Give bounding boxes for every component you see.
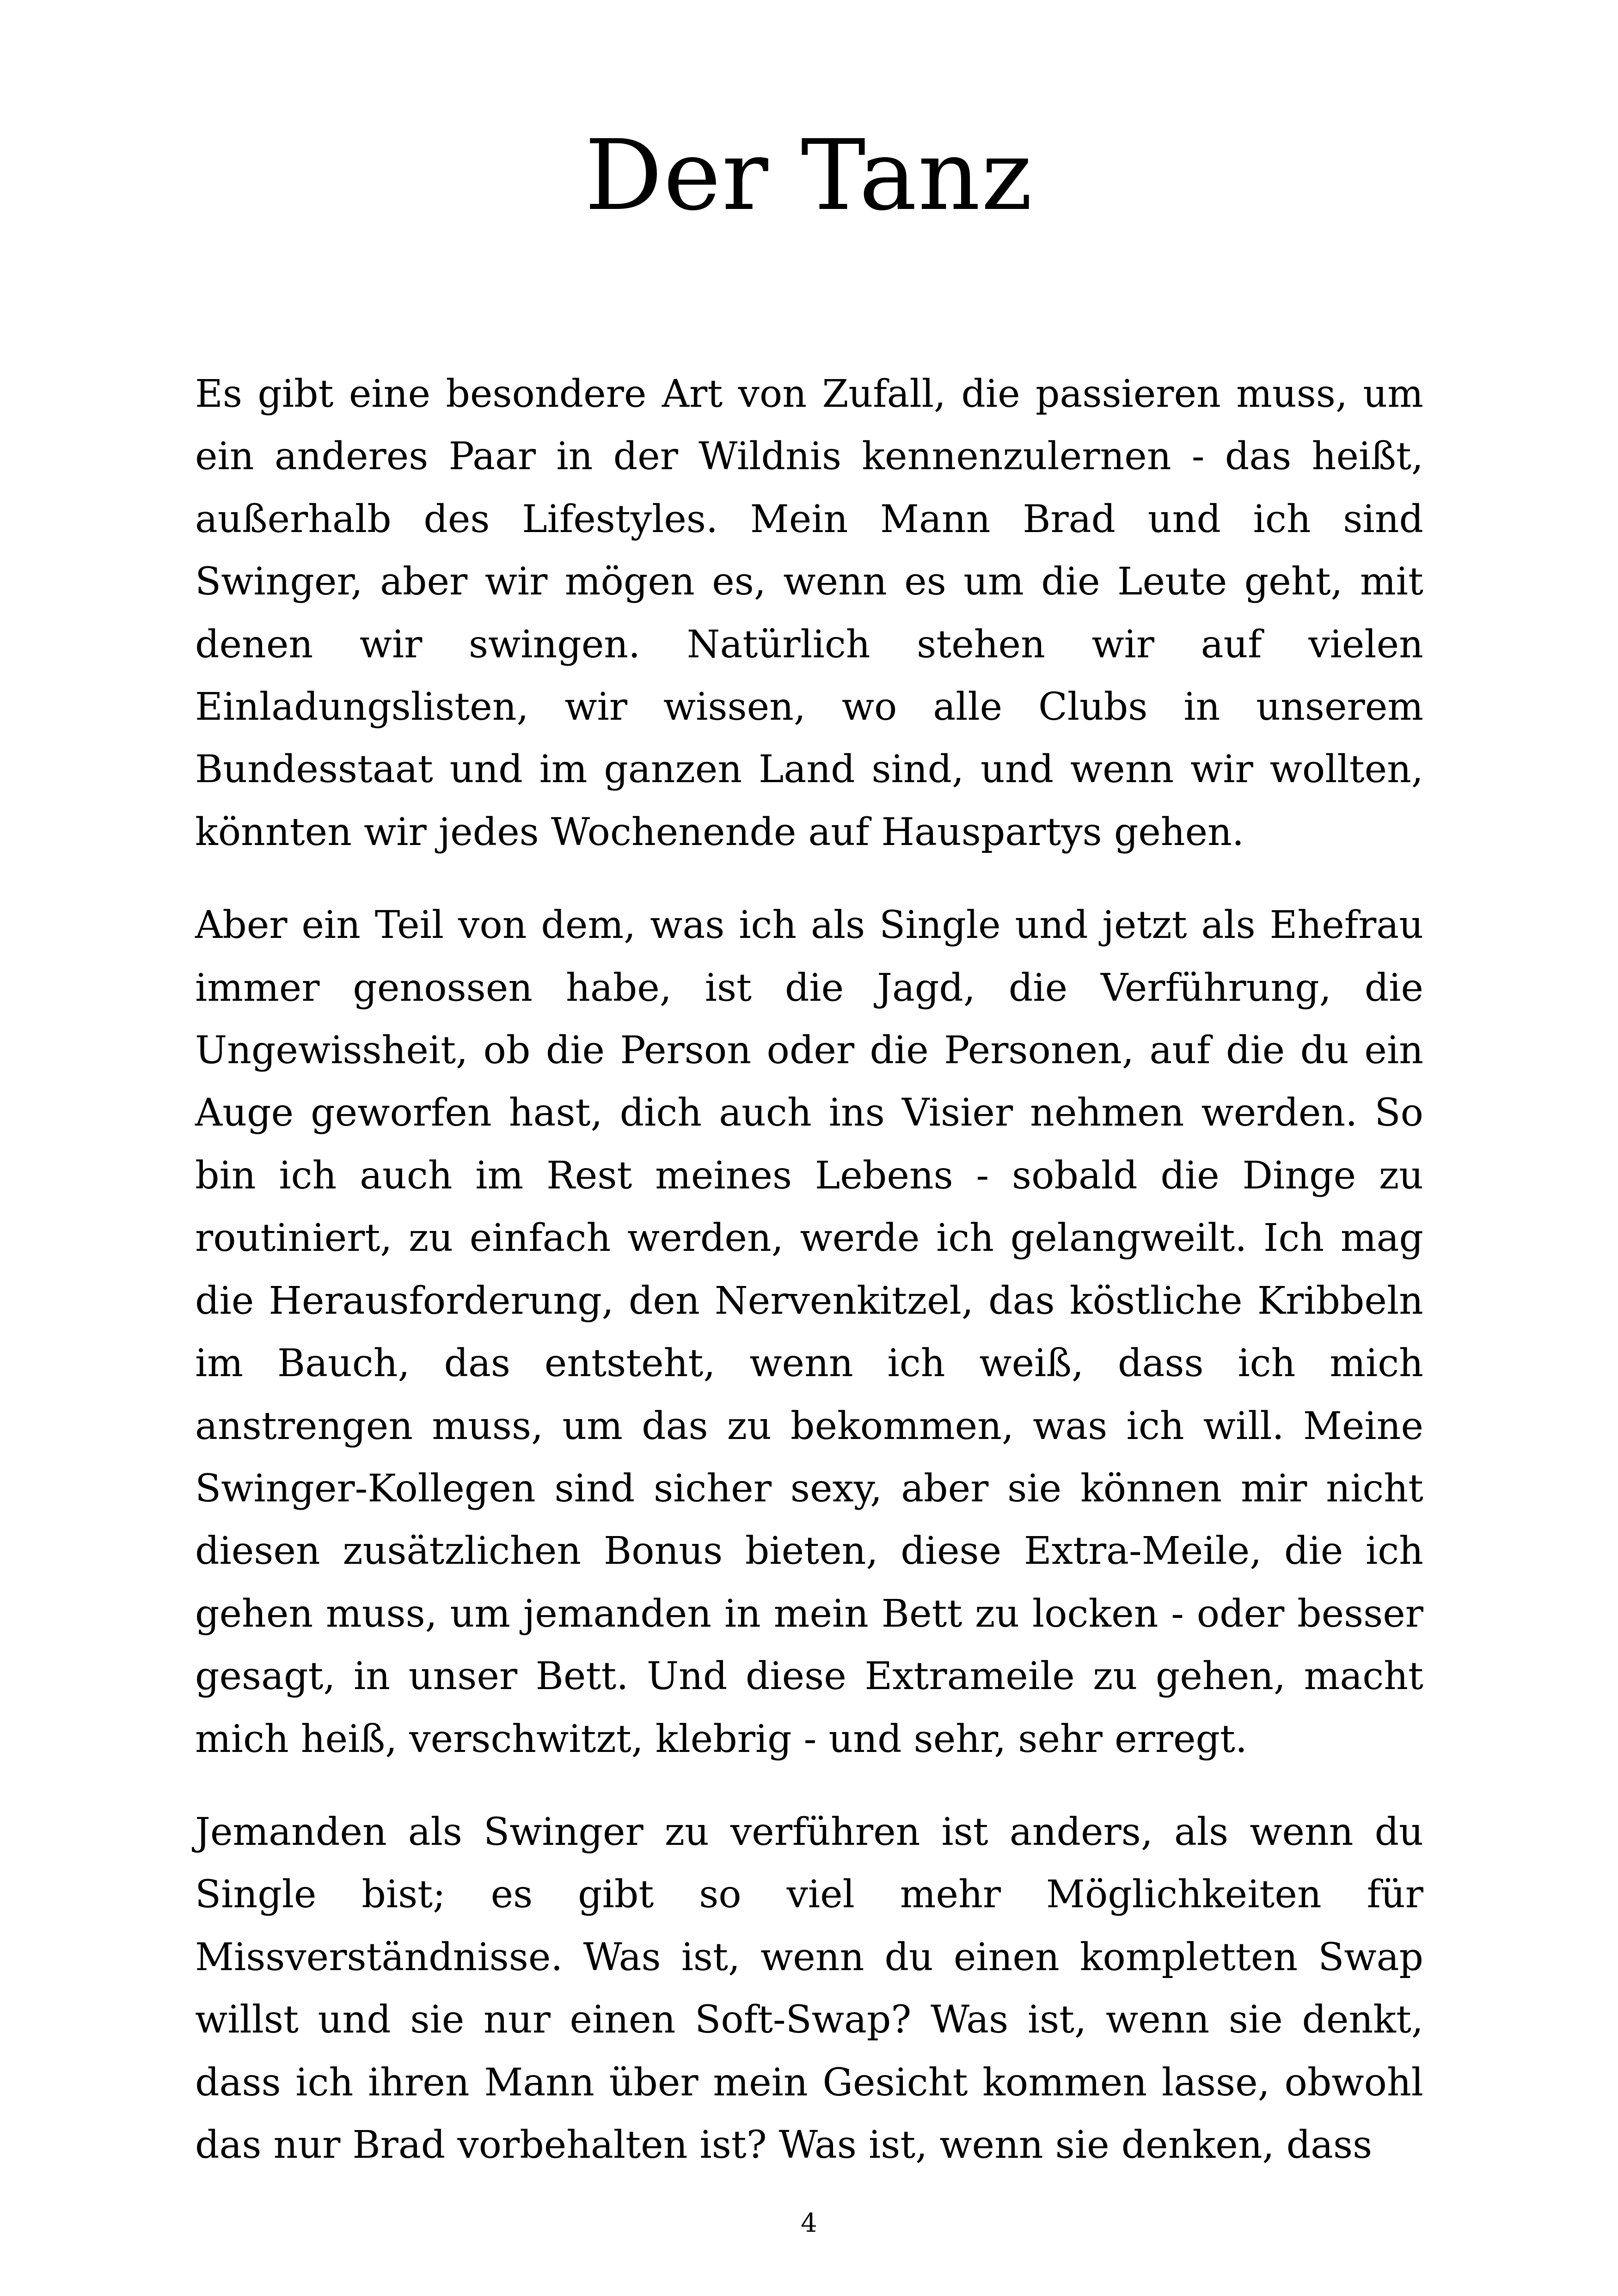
paragraph-1: Es gibt eine besondere Art von Zufall, die passieren muss, um ein anderes Paar in der Wildnis kennenzulernen - das heißt, außerhalb des Lifestyles. Mein Mann Brad und ich sind Swinger, aber wir mögen es, wenn es um die Leute geht, mit denen wir swingen. Natürlich stehen wir auf vielen Einladungslisten, wir wissen, wo alle Clubs in unserem Bundesstaat und im ganzen Land sind, und wenn wir wollten, könnten wir jedes Wochenende auf Hauspartys gehen. bbox=[195, 372, 1423, 854]
page-number: 4 bbox=[801, 2208, 817, 2238]
body-text bbox=[195, 363, 1423, 2207]
chapter-title: Der Tanz bbox=[584, 119, 1034, 232]
paragraph-3: Jemanden als Swinger zu verführen ist anders, als wenn du Single bist; es gibt so viel mehr Möglichkeiten für Missverständnisse. Was ist, wenn du einen kompletten Swap willst und sie nur einen Soft-Swap? Was ist, wenn sie denkt, dass ich ihren Mann über mein Gesicht kommen lasse, obwohl das nur Brad vorbehalten ist? Was ist, wenn sie denken, dass bbox=[195, 1810, 1423, 2167]
paragraph-2: Aber ein Teil von dem, was ich als Single und jetzt als Ehefrau immer genossen habe, ist die Jagd, die Verführung, die Ungewissheit, ob die Person oder die Personen, auf die du ein Auge geworfen hast, dich auch ins Visier nehmen werden. So bin ich auch im Rest meines Lebens - sobald die Dinge zu routiniert, zu einfach werden, werde ich gelangweilt. Ich mag die Herausforderung, den Nervenkitzel, das köstliche Kribbeln im Bauch, das entsteht, wenn ich weiß, dass ich mich anstrengen muss, um das zu bekommen, was ich will. Meine Swinger-Kollegen sind sicher sexy, aber sie können mir nicht diesen zusätzlichen Bonus bieten, diese Extra-Meile, die ich gehen muss, um jemanden in mein Bett zu locken - oder besser gesagt, in unser Bett. Und diese Extrameile zu gehen, macht mich heiß, verschwitzt, klebrig - und sehr, sehr erregt. bbox=[195, 903, 1423, 1761]
